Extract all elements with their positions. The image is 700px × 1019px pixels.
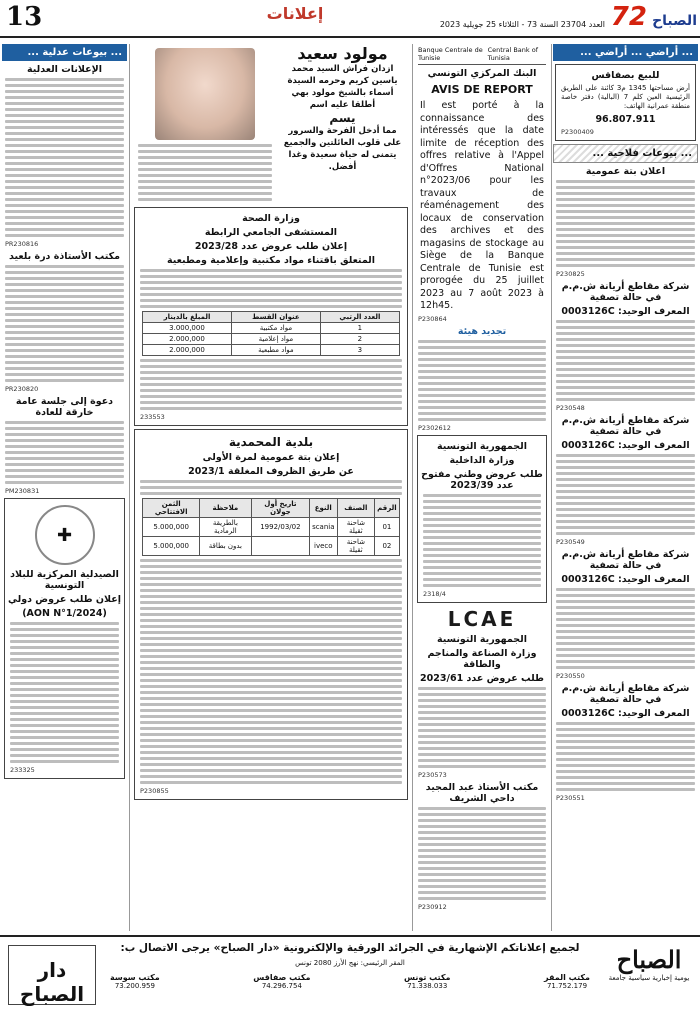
table-header: الصنف — [337, 499, 375, 518]
footer-brand-name: الصباح — [616, 945, 682, 974]
farm-band: ... بيوعات فلاحية ... — [553, 144, 698, 163]
hospital-tender — [134, 207, 408, 426]
table-cell: مواد إعلامية — [231, 334, 321, 345]
company-notice — [553, 281, 698, 412]
notary-title: مكتب الأستاذ عبد المجيد داحي الشريف — [425, 781, 539, 804]
table-cell: مواد مكتبية — [231, 323, 321, 334]
footer-brand[interactable] — [605, 945, 693, 1009]
table-header: عنوان القسط — [231, 312, 321, 323]
bank-name-ar: البنك المركزي التونسي — [427, 68, 537, 79]
table-row — [143, 518, 399, 537]
avis-title: AVIS DE REPORT — [431, 83, 533, 96]
office-name: مكتب صفاقس — [253, 973, 311, 982]
municipality-sub: إعلان بتة عمومية لمرة الأولى — [202, 452, 340, 463]
land-ad-text: أرض مساحتها 1345 م3 كائنة على الطريق الرئيسية العين كلم 7 (البالية) دفتر خاصة منطقة عمرانية الهاتف: — [561, 84, 690, 110]
ministry-tender — [417, 435, 547, 603]
hospital-org: وزارة الصحة — [242, 213, 300, 224]
renewal-title: تجديد هيئة — [457, 325, 507, 337]
company-ref: P230549 — [556, 538, 585, 546]
footer-contacts — [110, 973, 590, 990]
table-cell: 02 — [375, 537, 399, 556]
ministry-tender-number: طلب عروض وطني مفتوح عدد 2023/39 — [421, 468, 543, 491]
table-header: الرقم — [375, 499, 399, 518]
contact-office — [404, 973, 450, 990]
office-phone[interactable]: 71.752.179 — [546, 982, 588, 990]
pharmacy-tender — [4, 498, 125, 779]
bank-logo — [418, 46, 546, 65]
table-cell: بالطريقة الرمادية — [199, 518, 251, 537]
contact-office — [253, 973, 310, 990]
table-cell: iveco — [310, 537, 337, 556]
office-name: مكتب سوسة — [110, 973, 160, 982]
column-right — [553, 44, 698, 931]
farm-ad — [553, 166, 698, 278]
sales-ref: PR230816 — [5, 240, 39, 248]
ministry-sub: وزارة الداخلية — [449, 454, 515, 466]
land-ad-ref: P2300409 — [561, 128, 594, 136]
ministry-ref: 2318/4 — [423, 589, 446, 598]
table-cell: 5.000,000 — [143, 518, 200, 537]
lcae-ref: P230573 — [418, 770, 447, 779]
sales-title: الإعلانات العدلية — [27, 64, 102, 75]
ministry-title: الجمهورية التونسية — [437, 440, 527, 452]
court-ref: PR230820 — [5, 385, 39, 393]
hospital-tender-number: إعلان طلب عروض عدد 2023/28 — [194, 241, 348, 252]
table-cell: 3.000,000 — [143, 323, 231, 334]
page-footer — [0, 935, 700, 1019]
table-cell: 3 — [321, 345, 399, 356]
table-header: النوع — [310, 499, 337, 518]
footer-subtitle: المقر الرئيسي: نهج الأرز 2080 تونس — [295, 959, 405, 967]
farm-ad-ref: P230825 — [556, 270, 585, 278]
table-cell: 01 — [375, 518, 399, 537]
lcae-title: الجمهورية التونسية — [437, 633, 527, 645]
footer-title: لجميع إعلاناتكم الإشهارية في الجرائد الورقية والإلكترونية «دار الصباح» يرجى الاتصال ب: — [120, 942, 580, 954]
table-row — [143, 537, 399, 556]
table-row — [143, 323, 399, 334]
avis-text: Il est porté à la connaissance des intéressés que la date limite de réception des offres relative à l'Appel d'Offres National n°2023/06 pour les travaux de réaménagement des locaux de conservation des archives et des magasins de stockage au Siège de la Banque Centrale de Tunisie est prorogée du 25 juillet 2023 au 7 août 2023 à 12h45. — [420, 100, 544, 311]
company-id: المعرف الوحيد: 0003126C — [561, 306, 690, 317]
pharmacy-org: الصيدلية المركزية للبلاد التونسية — [10, 569, 119, 591]
column-middle — [132, 44, 410, 931]
page-header — [0, 0, 700, 38]
newspaper-logo[interactable] — [605, 2, 697, 34]
table-cell: 2.000,000 — [143, 334, 231, 345]
company-notice — [553, 683, 698, 802]
table-cell: 5.000,000 — [143, 537, 200, 556]
pharmacy-ref: 233325 — [10, 766, 35, 774]
table-row — [143, 345, 399, 356]
company-ref: P230551 — [556, 794, 585, 802]
pharmacy-tender-number: (AON N°1/2024) — [22, 608, 107, 619]
section-title: إعلانات — [266, 4, 324, 23]
column-divider — [412, 44, 413, 931]
column-avis — [415, 44, 549, 931]
hospital-subject: المتعلق باقتناء مواد مكتبية وإعلامية ومطبعية — [166, 255, 376, 266]
baby-announcement — [132, 44, 410, 204]
bank-name-fr: Banque Centrale de Tunisie — [418, 46, 483, 62]
table-cell: شاحنة ثقيلة — [337, 537, 375, 556]
office-phone[interactable]: 71.338.033 — [407, 982, 448, 990]
hospital-title: المستشفى الجامعي الرابطة — [204, 227, 338, 238]
table-cell: 1992/03/02 — [251, 518, 309, 537]
table-header: المبلغ بالدينار — [143, 312, 231, 323]
column-divider — [129, 44, 130, 931]
company-notice — [553, 549, 698, 680]
company-ref: P230550 — [556, 672, 585, 680]
lcae-logo: LCAE — [447, 606, 517, 631]
contact-office — [110, 973, 160, 990]
company-id: المعرف الوحيد: 0003126C — [561, 708, 690, 719]
municipality-auction — [134, 429, 408, 800]
court-title: مكتب الأستاذة درة بلعيد — [9, 251, 120, 262]
municipality-tender: عن طريق الظروف المغلقة 2023/1 — [188, 466, 354, 477]
company-title: شركة مقاطع أريانة ش.م.م في حالة تصفية — [561, 415, 690, 437]
table-row — [143, 334, 399, 345]
company-id: المعرف الوحيد: 0003126C — [561, 574, 690, 585]
baby-title: مولود سعيد — [297, 44, 388, 63]
land-ad-phone: 96.807.911 — [595, 114, 656, 125]
contact-office — [544, 973, 590, 990]
pharmacy-title: إعلان طلب عروض دولي — [8, 594, 121, 605]
table-header: الثمن الافتتاحي — [143, 499, 200, 518]
notary-ref: P230912 — [418, 902, 447, 911]
issue-info: العدد 23704 السنة 73 - الثلاثاء 25 جويلية 2023 — [439, 20, 605, 29]
land-ad-title: للبيع بصفاقس — [591, 70, 660, 81]
company-title: شركة مقاطع أريانة ش.م.م في حالة تصفية — [561, 281, 690, 303]
vehicles-table — [142, 498, 399, 556]
lcae-tender: طلب عروض عدد 2023/61 — [420, 672, 544, 684]
farm-ad-title: اعلان بتة عمومية — [585, 166, 666, 177]
baby-photo — [155, 48, 255, 140]
pharmacy-logo-icon: ✚ — [35, 505, 95, 565]
hospital-lots-table — [142, 311, 399, 356]
company-id: المعرف الوحيد: 0003126C — [561, 440, 690, 451]
company-title: شركة مقاطع أريانة ش.م.م في حالة تصفية — [561, 683, 690, 705]
table-header: العدد الرتبي — [321, 312, 399, 323]
table-cell: بدون بطاقة — [199, 537, 251, 556]
municipality-ref: P230855 — [140, 787, 169, 795]
table-cell: scania — [310, 518, 337, 537]
dar-assabah-logo: دار الصباح — [8, 945, 96, 1005]
company-notice — [553, 415, 698, 546]
table-cell: شاحنة ثقيلة — [337, 518, 375, 537]
company-ref: P230548 — [556, 404, 585, 412]
column-left — [2, 44, 127, 931]
baby-wish: مما أدخل الفرحة والسرور على قلوب العائلتين والجميع يتمنى له حياة سعيدة وغدا أفضل. — [283, 126, 402, 172]
land-ad — [555, 64, 696, 141]
real-estate-band: ... أراضي ... أراضي ... — [553, 44, 698, 61]
lcae-sub: وزارة الصناعة والمناجم والطاقة — [427, 647, 537, 670]
table-cell: 2.000,000 — [143, 345, 231, 356]
deed-ref: PM230831 — [5, 487, 40, 495]
avis-ref: P230864 — [418, 314, 447, 323]
page-number: 13 — [6, 2, 43, 32]
hospital-ref: 233553 — [140, 413, 165, 421]
office-name: مكتب المقر — [544, 973, 590, 982]
renewal-ref: P2302612 — [418, 423, 451, 432]
logo-number: 72 — [610, 2, 647, 32]
company-title: شركة مقاطع أريانة ش.م.م في حالة تصفية — [561, 549, 690, 571]
deed-title: دعوة إلى جلسة عامة خارقة للعادة — [15, 396, 114, 418]
table-cell: مواد مطبعية — [231, 345, 321, 356]
column-divider — [551, 44, 552, 931]
sales-band: ... بيوعات عدلية ... — [2, 44, 127, 61]
office-phone[interactable]: 74.296.754 — [261, 982, 302, 990]
office-name: مكتب تونس — [404, 973, 451, 982]
office-phone[interactable]: 73.200.959 — [114, 982, 155, 990]
table-header: تاريخ أول جولان — [251, 499, 309, 518]
baby-name: يسم — [329, 111, 356, 125]
municipality-title: بلدية المحمدية — [228, 435, 314, 449]
table-header: ملاحظة — [199, 499, 251, 518]
bank-name-en: Central Bank of Tunisia — [487, 46, 539, 62]
footer-brand-tag: يومية إخبارية سياسية جامعة — [608, 974, 690, 982]
table-cell — [251, 537, 309, 556]
logo-word: الصباح — [652, 13, 697, 29]
baby-text: ازدان فراش السيد محمد ياسين كريم وحرمه السيدة أسماء بالشيخ مولود بهي أطلقا عليه اسم — [287, 64, 398, 110]
table-cell: 1 — [321, 323, 399, 334]
table-cell: 2 — [321, 334, 399, 345]
